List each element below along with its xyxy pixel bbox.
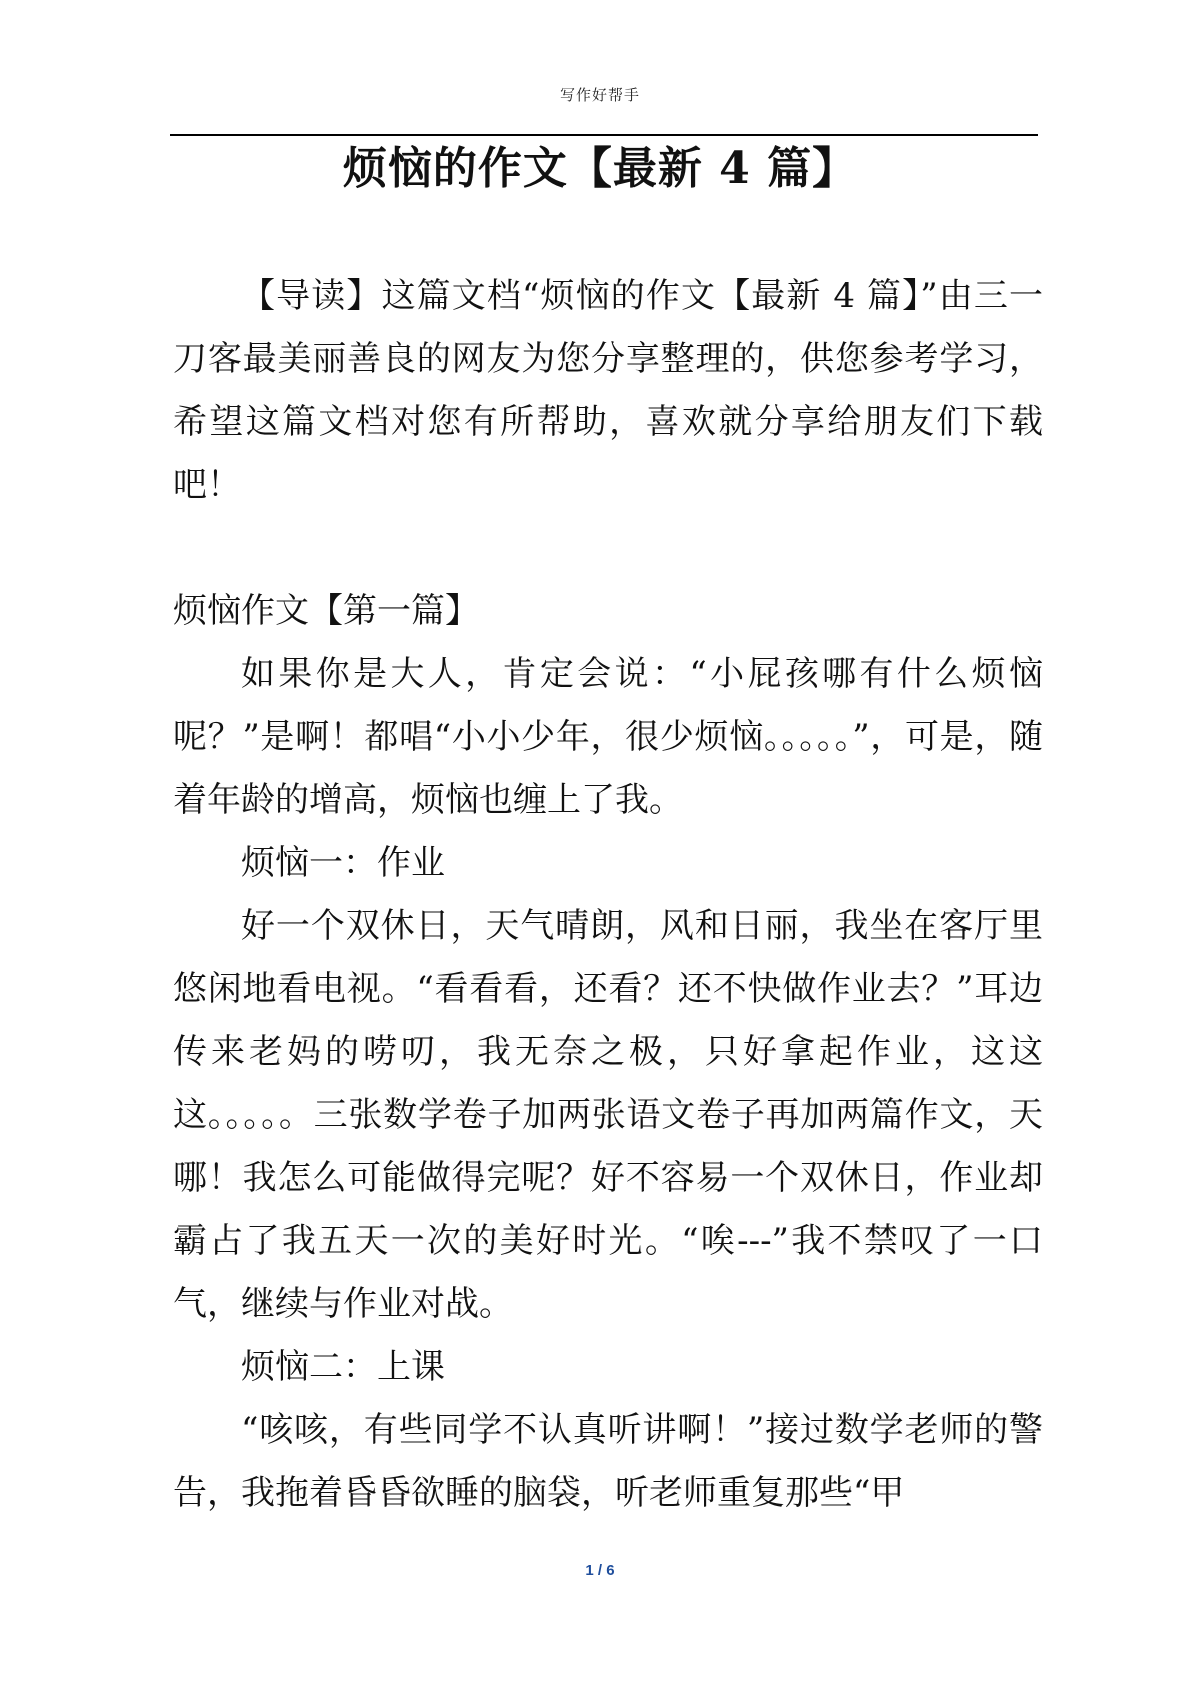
running-header: 写作好帮手: [559, 86, 640, 104]
document-body: [173, 265, 1043, 1525]
subheading-class: 烦恼二：上课: [241, 1347, 445, 1387]
section-heading: 烦恼作文【第一篇】: [173, 591, 479, 631]
subheading-homework: 烦恼一：作业: [241, 843, 445, 883]
body-paragraph: “咳咳，有些同学不认真听讲啊！”接过数学老师的警告，我拖着昏昏欲睡的脑袋，听老师重复那些“甲: [173, 1410, 1043, 1513]
body-paragraph: 好一个双休日，天气晴朗，风和日丽，我坐在客厅里悠闲地看电视。“看看看，还看？还不快做作业去？”耳边传来老妈的唠叨，我无奈之极，只好拿起作业，这这这。。。。。三张数学卷子加两张语文卷子再加两篇作文，天哪！我怎么可能做得完呢？好不容易一个双休日，作业却霸占了我五天一次的美好时光。“唉---”我不禁叹了一口气，继续与作业对战。: [173, 906, 1043, 1324]
document-title: 烦恼的作文【最新 4 篇】: [342, 143, 858, 194]
header-divider: [170, 134, 1038, 136]
page-number: 1 / 6: [585, 1562, 615, 1579]
intro-paragraph: 【导读】这篇文档“烦恼的作文【最新 4 篇】”由三一刀客最美丽善良的网友为您分享整理的，供您参考学习，希望这篇文档对您有所帮助，喜欢就分享给朋友们下载吧！: [173, 276, 1043, 505]
body-paragraph: 如果你是大人，肯定会说：“小屁孩哪有什么烦恼呢？”是啊！都唱“小小少年，很少烦恼。。。。。”，可是，随着年龄的增高，烦恼也缠上了我。: [173, 654, 1043, 820]
